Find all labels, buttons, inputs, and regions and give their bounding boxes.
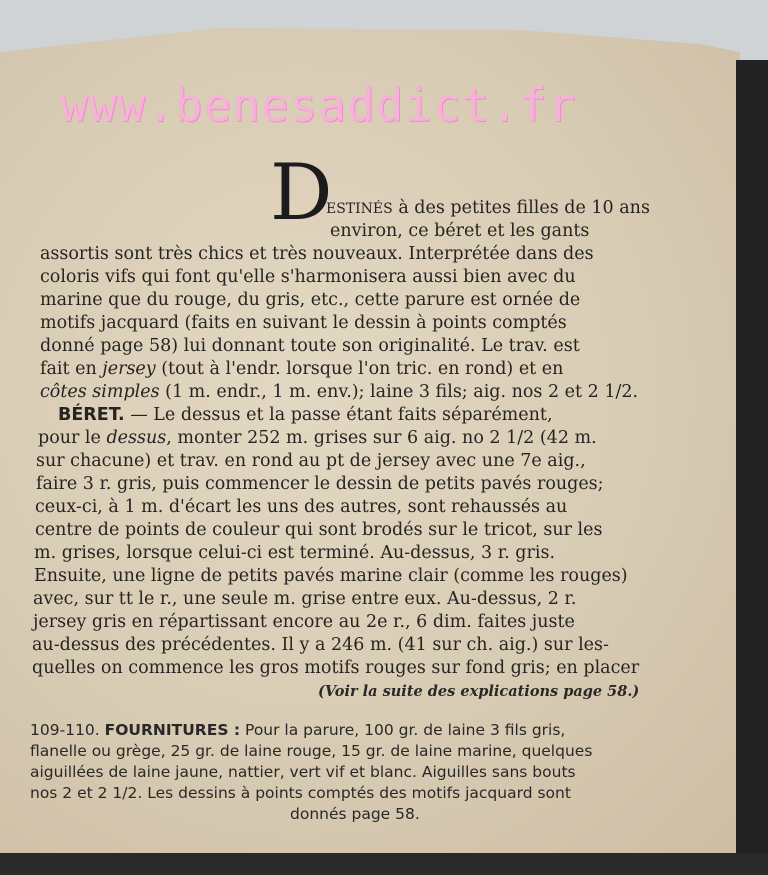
watermark: www.benesaddict.fr bbox=[60, 78, 577, 132]
beret-line-2-b: , monter 252 m. grises sur 6 aig. no 2 1/2 (42 m. bbox=[166, 428, 597, 448]
fournitures-line-5: donnés page 58. bbox=[290, 805, 420, 823]
fournitures-line-4: nos 2 et 2 1/2. Les dessins à points comptés des motifs jacquard sont bbox=[30, 784, 571, 802]
beret-line-10: jersey gris en répartissant encore au 2e r., 6 dim. faites juste bbox=[33, 612, 575, 632]
intro-line-7: donné page 58) lui donnant toute son originalité. Le trav. est bbox=[40, 336, 580, 356]
book-edge-bottom bbox=[0, 853, 768, 875]
intro-line-8-italic: jersey bbox=[102, 359, 156, 379]
beret-line-5: ceux-ci, à 1 m. d'écart les uns des autres, sont rehaussés au bbox=[35, 497, 568, 517]
fournitures-heading: FOURNITURES : bbox=[104, 721, 241, 739]
book-edge-right bbox=[736, 60, 768, 875]
beret-line-3: sur chacune) et trav. en rond au pt de jersey avec une 7e aig., bbox=[36, 451, 586, 471]
beret-line-12: quelles on commence les gros motifs rouges sur fond gris; en placer bbox=[32, 658, 640, 678]
intro-line-5: marine que du rouge, du gris, etc., cette parure est ornée de bbox=[40, 290, 581, 310]
beret-line-7: m. grises, lorsque celui-ci est terminé. Au-dessus, 3 r. gris. bbox=[34, 543, 556, 563]
continuation-note: (Voir la suite des explications page 58.) bbox=[318, 683, 640, 700]
fournitures-line-1 bbox=[30, 720, 565, 741]
intro-line-6: motifs jacquard (faits en suivant le dessin à points comptés bbox=[40, 313, 567, 333]
intro-line-2: environ, ce béret et les gants bbox=[330, 221, 590, 241]
beret-line-4: faire 3 r. gris, puis commencer le dessin de petits pavés rouges; bbox=[36, 474, 604, 494]
intro-small-caps: ESTINÉS bbox=[326, 201, 393, 217]
drop-cap: D bbox=[270, 148, 333, 238]
beret-line-9: avec, sur tt le r., une seule m. grise entre eux. Au-dessus, 2 r. bbox=[33, 589, 577, 609]
fournitures-line-2: flanelle ou grège, 25 gr. de laine rouge, 15 gr. de laine marine, quelques bbox=[30, 742, 593, 760]
intro-line-1 bbox=[326, 196, 650, 221]
beret-line-2 bbox=[38, 426, 597, 450]
beret-line-2-italic: dessus bbox=[106, 428, 167, 448]
beret-line-1-text: — Le dessus et la passe étant faits séparément, bbox=[124, 405, 553, 425]
intro-line-8-a: fait en bbox=[40, 359, 103, 379]
intro-line-8-b: (tout à l'endr. lorsque l'on tric. en rond) et en bbox=[155, 359, 564, 379]
beret-line-2-a: pour le bbox=[38, 428, 107, 448]
intro-line-9-b: (1 m. endr., 1 m. env.); laine 3 fils; aig. nos 2 et 2 1/2. bbox=[159, 382, 639, 402]
beret-heading: BÉRET. bbox=[58, 405, 125, 425]
fournitures-number: 109-110. bbox=[30, 721, 105, 739]
beret-line-8: Ensuite, une ligne de petits pavés marine clair (comme les rouges) bbox=[34, 566, 628, 586]
fournitures-line-1-text: Pour la parure, 100 gr. de laine 3 fils gris, bbox=[240, 721, 566, 739]
intro-line-9 bbox=[40, 380, 638, 404]
intro-line-8 bbox=[40, 357, 563, 381]
beret-line-6: centre de points de couleur qui sont brodés sur le tricot, sur les bbox=[35, 520, 603, 540]
fournitures-line-3: aiguillées de laine jaune, nattier, vert vif et blanc. Aiguilles sans bouts bbox=[30, 763, 576, 781]
intro-line-9-italic: côtes simples bbox=[40, 382, 160, 402]
intro-line-3: assortis sont très chics et très nouveaux. Interprétée dans des bbox=[40, 244, 594, 264]
beret-line-1 bbox=[58, 403, 553, 427]
intro-line-4: coloris vifs qui font qu'elle s'harmonisera aussi bien avec du bbox=[40, 267, 576, 287]
beret-line-11: au-dessus des précédentes. Il y a 246 m. (41 sur ch. aig.) sur les- bbox=[32, 635, 609, 655]
intro-line-1-text: à des petites filles de 10 ans bbox=[392, 198, 650, 218]
